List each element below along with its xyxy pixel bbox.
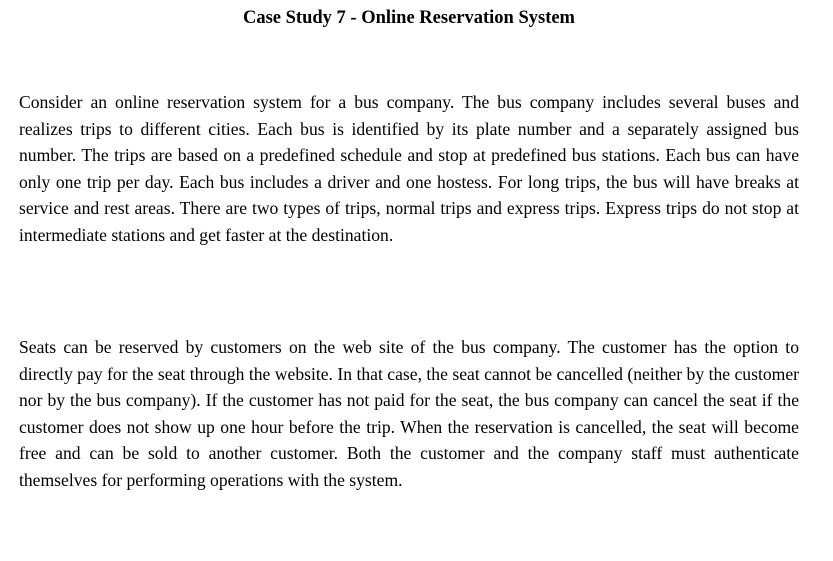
paragraph-seat-reservation: Seats can be reserved by customers on the web site of the bus company. The customer has the option to directly pay for the seat through the website. In that case, the seat cannot be cancelled (neither by the customer nor by the bus company). If the customer has not paid for the seat, the bus company can cancel the seat if the customer does not show up one hour before the trip. When the reservation is cancelled, the seat will become free and can be sold to another customer. Both the customer and the company staff must authenticate themselves for performing operations with the system. xyxy=(19,337,799,490)
paragraph-system-overview: Consider an online reservation system for a bus company. The bus company includes several buses and realizes trips to different cities. Each bus is identified by its plate number and a separately assigned bus number. The trips are based on a predefined schedule and stop at predefined bus stations. Each bus can have only one trip per day. Each bus includes a driver and one hostess. For long trips, the bus will have breaks at service and rest areas. There are two types of trips, normal trips and express trips. Express trips do not stop at intermediate stations and get faster at the destination. xyxy=(19,92,799,245)
document-title: Case Study 7 - Online Reservation System xyxy=(243,8,575,28)
